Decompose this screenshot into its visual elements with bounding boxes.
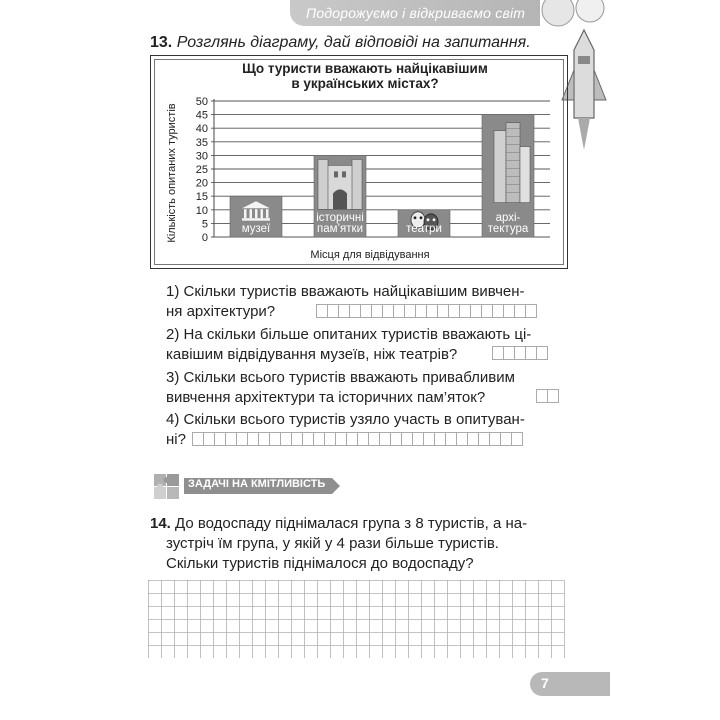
chart-title-line1: Що туристи вважають найцікавішим: [242, 61, 488, 76]
answer-3-cells[interactable]: [536, 389, 558, 403]
question-2-line2: кавішим відвідування музеїв, ніж театрів?: [166, 346, 458, 363]
category-label: пам’ятки: [316, 223, 364, 235]
category-label: історичні: [316, 212, 364, 224]
category-label: театри: [406, 223, 442, 235]
y-tick-label: 5: [201, 218, 208, 231]
tourist-chart: [150, 55, 568, 269]
category-label: архі-: [495, 212, 521, 224]
page-number: 7: [541, 675, 549, 691]
y-tick-label: 20: [195, 177, 208, 190]
y-tick-label: 0: [201, 232, 208, 244]
header-title: Подорожуємо і відкриваємо світ: [306, 5, 526, 21]
y-tick-label: 40: [195, 123, 208, 136]
y-tick-label: 35: [195, 136, 208, 149]
answer-1-cells[interactable]: [316, 304, 536, 318]
castle-icon: [318, 159, 362, 209]
answer-4-cells[interactable]: [192, 432, 522, 446]
answer-cell[interactable]: [536, 346, 548, 360]
puzzle-icon: [154, 474, 179, 499]
chart-title-line2: в українських містах?: [291, 76, 439, 91]
y-tick-label: 30: [195, 150, 208, 163]
task14-number: 14.: [150, 515, 171, 532]
question-3-line2: вивчення архітектури та історичних пам’яток?: [166, 389, 486, 406]
y-tick-label: 50: [195, 96, 208, 108]
section-label: ЗАДАЧІ НА КМІТЛИВІСТЬ: [188, 478, 326, 490]
answer-2-cells[interactable]: [492, 346, 547, 360]
task14-line3: Скільки туристів піднімалося до водоспаду?: [166, 555, 474, 572]
answer-cell[interactable]: [525, 304, 537, 318]
task13-number: 13.: [150, 34, 173, 51]
y-tick-label: 15: [195, 191, 208, 204]
chart-ylabel: Кількість опитаних туристів: [166, 103, 178, 243]
category-label: тектура: [487, 223, 529, 235]
y-tick-label: 25: [195, 164, 208, 176]
answer-cell[interactable]: [511, 432, 523, 446]
task14-line1: [150, 515, 527, 532]
y-tick-label: 45: [195, 109, 208, 122]
question-4-line2: ні?: [166, 431, 186, 448]
question-1-line1: 1) Скільки туристів вважають найцікавішим вивчен-: [166, 283, 525, 300]
question-3-line1: 3) Скільки всього туристів вважають привабливим: [166, 369, 515, 386]
question-4-line1: 4) Скільки всього туристів узяло участь в опитуван-: [166, 411, 525, 428]
task14-text1: До водоспаду піднімалася група з 8 туристів, а на-: [175, 515, 528, 532]
chart-xlabel: Місця для відвідування: [310, 249, 430, 261]
task14-line2: зустріч їм група, у якій у 4 рази більше туристів.: [166, 535, 499, 552]
question-1-line2: ня архітектури?: [166, 303, 276, 320]
task13-heading: [150, 34, 531, 52]
answer-cell[interactable]: [547, 389, 559, 403]
task13-instruction: Розглянь діаграму, дай відповіді на запитання.: [176, 34, 531, 51]
category-label: музеї: [241, 223, 271, 235]
question-2-line1: 2) На скільки більше опитаних туристів вважають ці-: [166, 326, 532, 343]
answer-grid[interactable]: [148, 580, 566, 658]
y-tick-label: 10: [195, 204, 208, 217]
